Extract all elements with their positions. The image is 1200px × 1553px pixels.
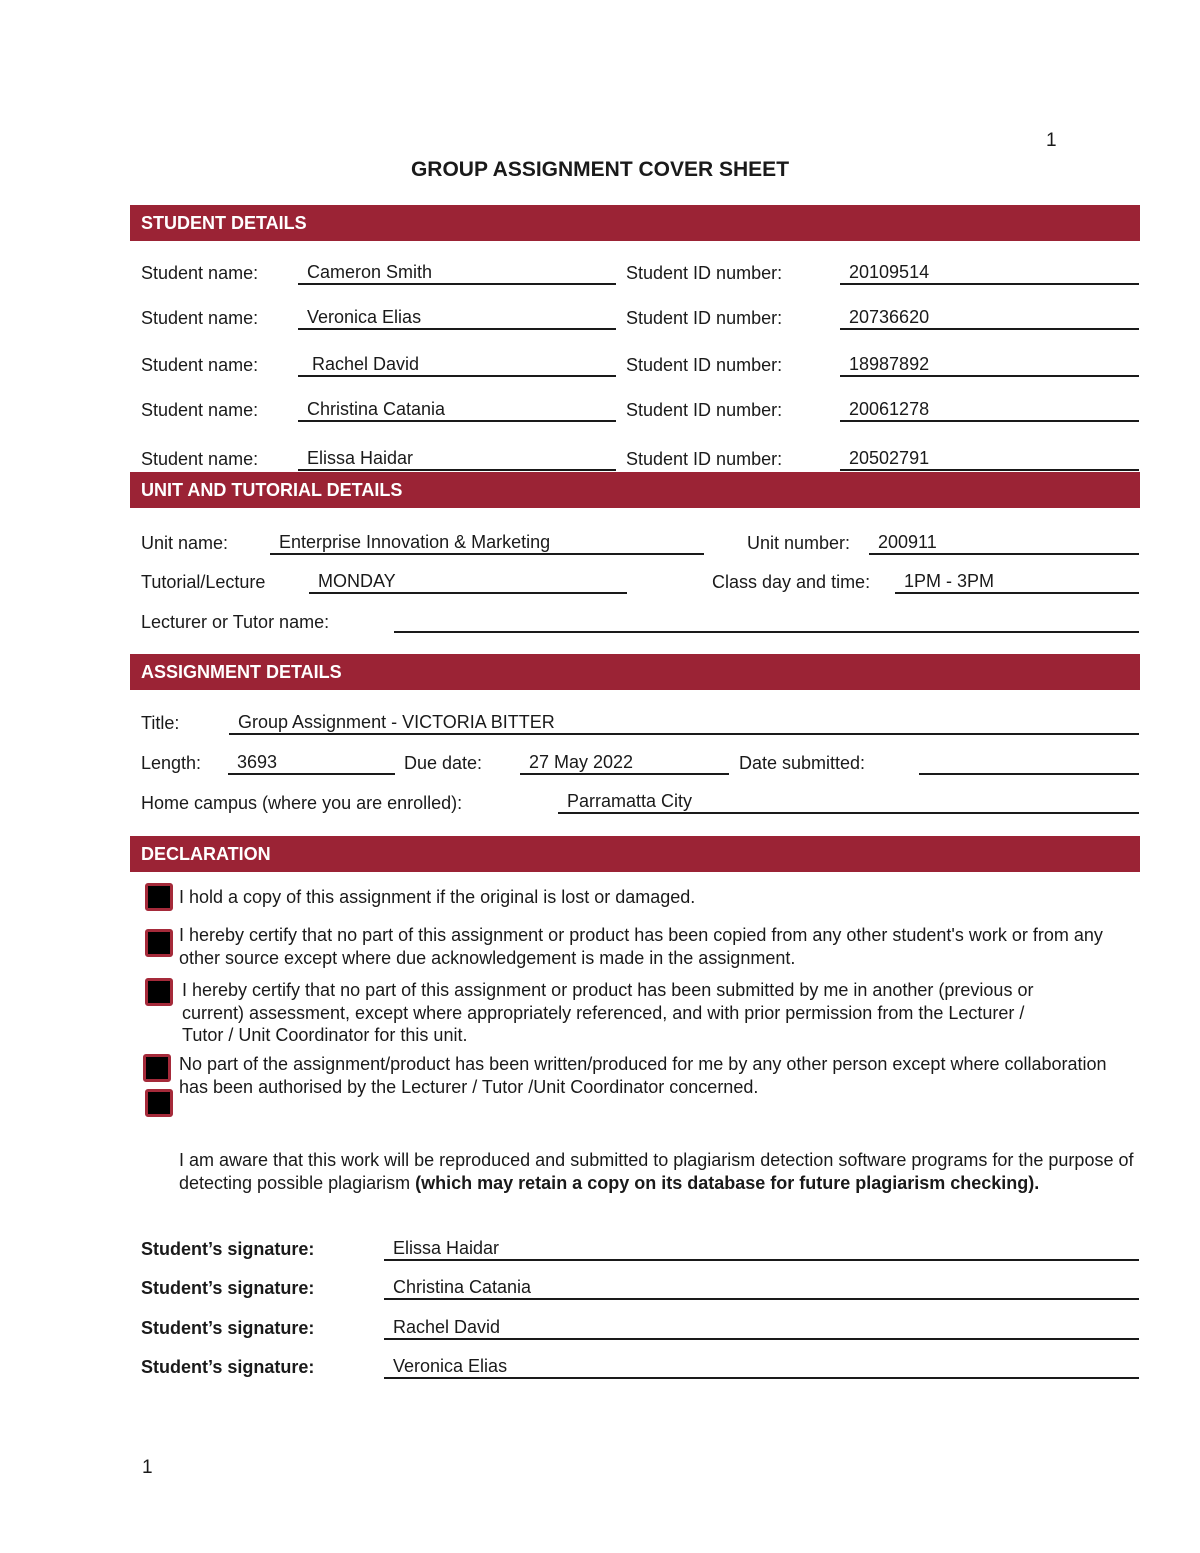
student-id-label: Student ID number:	[626, 263, 783, 283]
page-title: GROUP ASSIGNMENT COVER SHEET	[410, 158, 790, 181]
lecturer-field[interactable]	[394, 609, 1139, 633]
student-name-label: Student name:	[141, 449, 259, 469]
signature-field-1[interactable]: Elissa Haidar	[384, 1237, 1139, 1261]
declaration-text-1: I hold a copy of this assignment if the original is lost or damaged.	[179, 887, 696, 907]
declaration-checkbox-3[interactable]	[145, 978, 173, 1006]
unit-name-label: Unit name:	[141, 533, 229, 553]
class-day-label: Class day and time:	[712, 572, 871, 592]
student-name-field[interactable]: Rachel David	[298, 353, 616, 377]
unit-name-field[interactable]: Enterprise Innovation & Marketing	[270, 531, 704, 555]
length-label: Length:	[141, 753, 202, 773]
student-id-label: Student ID number:	[626, 308, 783, 328]
signature-field-2[interactable]: Christina Catania	[384, 1276, 1139, 1300]
date-submitted-label: Date submitted:	[739, 753, 866, 773]
due-date-label: Due date:	[404, 753, 483, 773]
declaration-checkbox-5[interactable]	[145, 1089, 173, 1117]
signature-field-4[interactable]: Veronica Elias	[384, 1355, 1139, 1379]
lecturer-label: Lecturer or Tutor name:	[141, 612, 330, 632]
section-header-unit-details: UNIT AND TUTORIAL DETAILS	[130, 472, 1140, 508]
page-number-bottom: 1	[142, 1457, 153, 1478]
signature-label: Student’s signature:	[141, 1278, 315, 1298]
student-id-field[interactable]: 20502791	[840, 447, 1139, 471]
signature-field-3[interactable]: Rachel David	[384, 1316, 1139, 1340]
signature-label: Student’s signature:	[141, 1318, 315, 1338]
student-name-field[interactable]: Elissa Haidar	[298, 447, 616, 471]
page-number-top: 1	[1046, 130, 1057, 151]
student-name-label: Student name:	[141, 400, 259, 420]
student-id-label: Student ID number:	[626, 400, 783, 420]
home-campus-label: Home campus (where you are enrolled):	[141, 793, 463, 813]
title-label: Title:	[141, 713, 180, 733]
unit-number-field[interactable]: 200911	[869, 531, 1139, 555]
declaration-checkbox-2[interactable]	[145, 929, 173, 957]
student-id-field[interactable]: 20736620	[840, 306, 1139, 330]
signature-label: Student’s signature:	[141, 1239, 315, 1259]
student-id-field[interactable]: 18987892	[840, 353, 1139, 377]
section-header-assignment-details: ASSIGNMENT DETAILS	[130, 654, 1140, 690]
declaration-checkbox-1[interactable]	[145, 883, 173, 911]
declaration-text-2: I hereby certify that no part of this assignment or product has been copied from any other student's work or from any other source except where due acknowledgement is made in the assignment.	[179, 925, 1103, 968]
student-name-field[interactable]: Veronica Elias	[298, 306, 616, 330]
student-name-label: Student name:	[141, 308, 259, 328]
student-id-label: Student ID number:	[626, 355, 783, 375]
length-field[interactable]: 3693	[228, 751, 395, 775]
tutorial-field[interactable]: MONDAY	[309, 570, 627, 594]
date-submitted-field[interactable]	[919, 751, 1139, 775]
class-day-field[interactable]: 1PM - 3PM	[895, 570, 1139, 594]
student-name-label: Student name:	[141, 355, 259, 375]
student-id-label: Student ID number:	[626, 449, 783, 469]
title-field[interactable]: Group Assignment - VICTORIA BITTER	[229, 711, 1139, 735]
plagiarism-note-text: I am aware that this work will be reproduced and submitted to plagiarism detection software programs for the purpose of detecting possible plagiarism	[179, 1150, 1134, 1193]
student-id-field[interactable]: 20109514	[840, 261, 1139, 285]
student-name-field[interactable]: Christina Catania	[298, 398, 616, 422]
tutorial-label: Tutorial/Lecture	[141, 572, 266, 592]
home-campus-field[interactable]: Parramatta City	[558, 790, 1139, 814]
unit-number-label: Unit number:	[747, 533, 851, 553]
student-name-field[interactable]: Cameron Smith	[298, 261, 616, 285]
declaration-text-4: No part of the assignment/product has been written/produced for me by any other person except where collaboration has been authorised by the Lecturer / Tutor /Unit Coordinator concerned.	[179, 1054, 1107, 1097]
signature-label: Student’s signature:	[141, 1357, 315, 1377]
section-header-student-details: STUDENT DETAILS	[130, 205, 1140, 241]
student-id-field[interactable]: 20061278	[840, 398, 1139, 422]
declaration-text-3: I hereby certify that no part of this assignment or product has been submitted by me in another (previous or current) assessment, except where appropriately referenced, and with prior permission from the Lecturer / Tutor / Unit Coordinator for this unit.	[182, 980, 1034, 1045]
due-date-field[interactable]: 27 May 2022	[520, 751, 729, 775]
plagiarism-note	[179, 1149, 1134, 1194]
plagiarism-note-bold: (which may retain a copy on its database for future plagiarism checking).	[415, 1172, 1040, 1193]
student-name-label: Student name:	[141, 263, 259, 283]
section-header-declaration: DECLARATION	[130, 836, 1140, 872]
declaration-checkbox-4[interactable]	[143, 1054, 171, 1082]
